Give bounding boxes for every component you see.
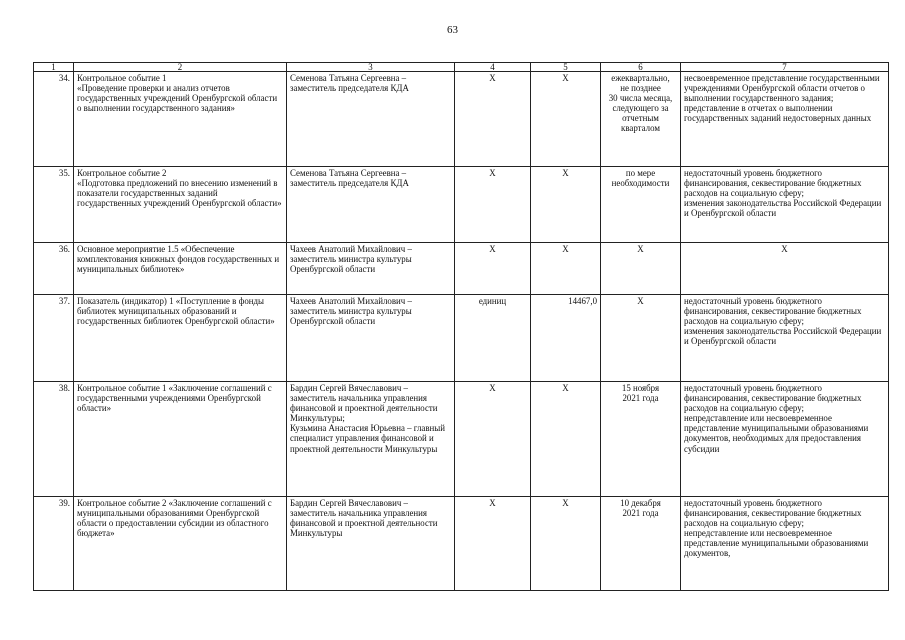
responsible-person: Чахеев Анатолий Михайлович – заместитель министра культуры Оренбургской области xyxy=(287,243,455,295)
row-number: 34. xyxy=(34,72,74,167)
responsible-person: Семенова Татьяна Сергеевна – заместитель председателя КДА xyxy=(287,72,455,167)
risks: недостаточный уровень бюджетного финансирования, секвестирование бюджетных расходов на социальную сферу; изменения законодательства Российской Федерации и Оренбургской области xyxy=(681,295,889,382)
planned-value: Х xyxy=(531,497,601,591)
header-row xyxy=(34,63,889,72)
page-number: 63 xyxy=(447,24,458,36)
table-row xyxy=(34,295,889,382)
table-row xyxy=(34,497,889,591)
event-name: Контрольное событие 2 «Подготовка предложений по внесению изменений в показатели государственных заданий государственных учреждений Оренбургской области» xyxy=(74,167,287,243)
row-number: 36. xyxy=(34,243,74,295)
planned-value: Х xyxy=(531,72,601,167)
event-name: Контрольное событие 1 «Заключение соглашений с государственными учреждениями Оренбургской области» xyxy=(74,382,287,497)
planned-value: Х xyxy=(531,382,601,497)
event-name: Основное мероприятие 1.5 «Обеспечение комплектования книжных фондов государственных и муниципальных библиотек» xyxy=(74,243,287,295)
row-number: 37. xyxy=(34,295,74,382)
planned-value: 14467,0 xyxy=(531,295,601,382)
column-header: 7 xyxy=(681,63,889,72)
column-header: 6 xyxy=(601,63,681,72)
deadline: ежеквартально, не позднее 30 числа месяца, следующего за отчетным кварталом xyxy=(601,72,681,167)
event-name: Показатель (индикатор) 1 «Поступление в фонды библиотек муниципальных образований и государственных библиотек Оренбургской области» xyxy=(74,295,287,382)
schedule-table xyxy=(33,62,889,591)
risks: Х xyxy=(681,243,889,295)
column-header: 1 xyxy=(34,63,74,72)
table-row xyxy=(34,382,889,497)
column-header: 2 xyxy=(74,63,287,72)
column-header: 3 xyxy=(287,63,455,72)
responsible-person: Семенова Татьяна Сергеевна – заместитель председателя КДА xyxy=(287,167,455,243)
risks: недостаточный уровень бюджетного финансирования, секвестирование бюджетных расходов на социальную сферу; непредставление или несвоевременное представление муниципальными образованиями документов, необходимых для предоставления субсидии xyxy=(681,382,889,497)
row-number: 38. xyxy=(34,382,74,497)
planned-value: Х xyxy=(531,243,601,295)
risks: недостаточный уровень бюджетного финансирования, секвестирование бюджетных расходов на социальную сферу; непредставление или несвоевременное представление муниципальными образованиями документов, xyxy=(681,497,889,591)
table-row xyxy=(34,243,889,295)
unit-of-measure: Х xyxy=(455,243,531,295)
deadline: Х xyxy=(601,243,681,295)
risks: недостаточный уровень бюджетного финансирования, секвестирование бюджетных расходов на социальную сферу; изменения законодательства Российской Федерации и Оренбургской области xyxy=(681,167,889,243)
unit-of-measure: Х xyxy=(455,167,531,243)
responsible-person: Бардин Сергей Вячеславович – заместитель начальника управления финансовой и проектной деятельности Минкультуры; Кузьмина Анастасия Юрьевна – главный специалист управления финансовой и проектной деятельности Минкультуры xyxy=(287,382,455,497)
planned-value: Х xyxy=(531,167,601,243)
unit-of-measure: Х xyxy=(455,382,531,497)
event-name: Контрольное событие 2 «Заключение соглашений с муниципальными образованиями Оренбургской области о предоставлении субсидии из областного бюджета» xyxy=(74,497,287,591)
unit-of-measure: Х xyxy=(455,72,531,167)
risks: несвоевременное представление государственными учреждениями Оренбургской области отчетов о выполнении государственного задания; представление в отчетах о выполнении государственных заданий недостоверных данных xyxy=(681,72,889,167)
column-header: 5 xyxy=(531,63,601,72)
deadline: по мере необходимости xyxy=(601,167,681,243)
event-name: Контрольное событие 1 «Проведение проверки и анализ отчетов государственных учреждений Оренбургской области о выполнении государственного задания» xyxy=(74,72,287,167)
deadline: Х xyxy=(601,295,681,382)
responsible-person: Бардин Сергей Вячеславович – заместитель начальника управления финансовой и проектной деятельности Минкультуры xyxy=(287,497,455,591)
responsible-person: Чахеев Анатолий Михайлович – заместитель министра культуры Оренбургской области xyxy=(287,295,455,382)
column-header: 4 xyxy=(455,63,531,72)
table-row xyxy=(34,167,889,243)
row-number: 39. xyxy=(34,497,74,591)
deadline: 15 ноября 2021 года xyxy=(601,382,681,497)
table-row xyxy=(34,72,889,167)
deadline: 10 декабря 2021 года xyxy=(601,497,681,591)
unit-of-measure: Х xyxy=(455,497,531,591)
row-number: 35. xyxy=(34,167,74,243)
unit-of-measure: единиц xyxy=(455,295,531,382)
